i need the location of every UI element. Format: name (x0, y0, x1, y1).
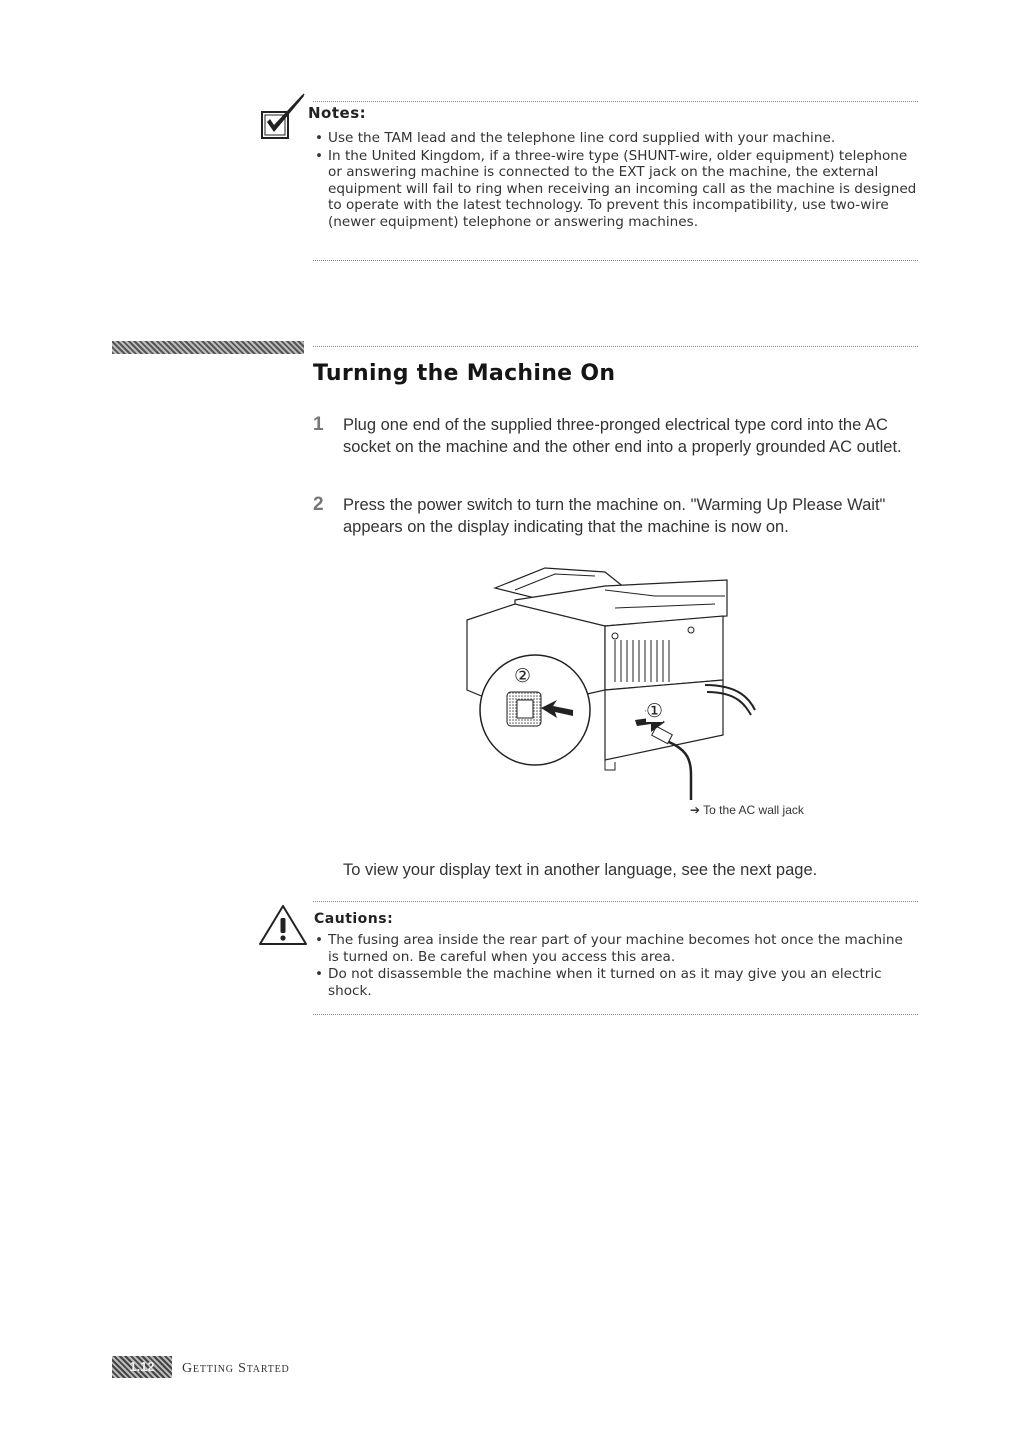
switch-marker: ② (514, 665, 532, 687)
step-number: 1 (313, 414, 324, 435)
page-number: 1.12 (129, 1359, 155, 1374)
list-item: • In the United Kingdom, if a three-wire type (SHUNT-wire, older equipment) telephone or answering machine is connected to the EXT jack on the machine, the external equipment will fail to ring when receiving an incoming call as the machine is designed to operate with the latest technology. To prevent this incompatibility, use two-wire (newer equipment) telephone or answering machines. (315, 147, 917, 230)
cautions-list (312, 932, 912, 1000)
machine-rear-illustration (455, 560, 775, 805)
figure-caption: ➔ To the AC wall jack (690, 803, 804, 817)
footer-chapter-title: Getting Started (182, 1361, 290, 1376)
cautions-title: Cautions: (314, 911, 394, 927)
socket-marker: ① (646, 700, 664, 722)
list-item: • Use the TAM lead and the telephone line cord supplied with your machine. (315, 130, 836, 146)
section-marker-bar (112, 341, 304, 354)
step-text: Plug one end of the supplied three-pronged electrical type cord into the AC socket on the machine and the other end into a properly grounded AC outlet. (343, 416, 902, 456)
notes-title: Notes: (308, 104, 367, 122)
notes-bottom-rule (313, 260, 918, 261)
caution-warning-icon (256, 902, 310, 948)
list-item: • The fusing area inside the rear part of your machine becomes hot once the machine is turned on. Be careful when you access this area. (315, 932, 903, 965)
notes-list (312, 130, 924, 231)
step-number: 2 (313, 494, 324, 515)
section-rule (313, 346, 918, 347)
view-language-text: To view your display text in another language, see the next page. (343, 861, 818, 879)
section-heading: Turning the Machine On (313, 361, 616, 386)
list-item: • Do not disassemble the machine when it turned on as it may give you an electric shock. (315, 966, 882, 999)
notes-top-rule (313, 101, 918, 102)
note-checkmark-icon (258, 92, 308, 146)
cautions-bottom-rule (313, 1014, 918, 1015)
cautions-top-rule (313, 901, 918, 902)
step-text: Press the power switch to turn the machine on. "Warming Up Please Wait" appears on the display indicating that the machine is now on. (343, 496, 886, 536)
